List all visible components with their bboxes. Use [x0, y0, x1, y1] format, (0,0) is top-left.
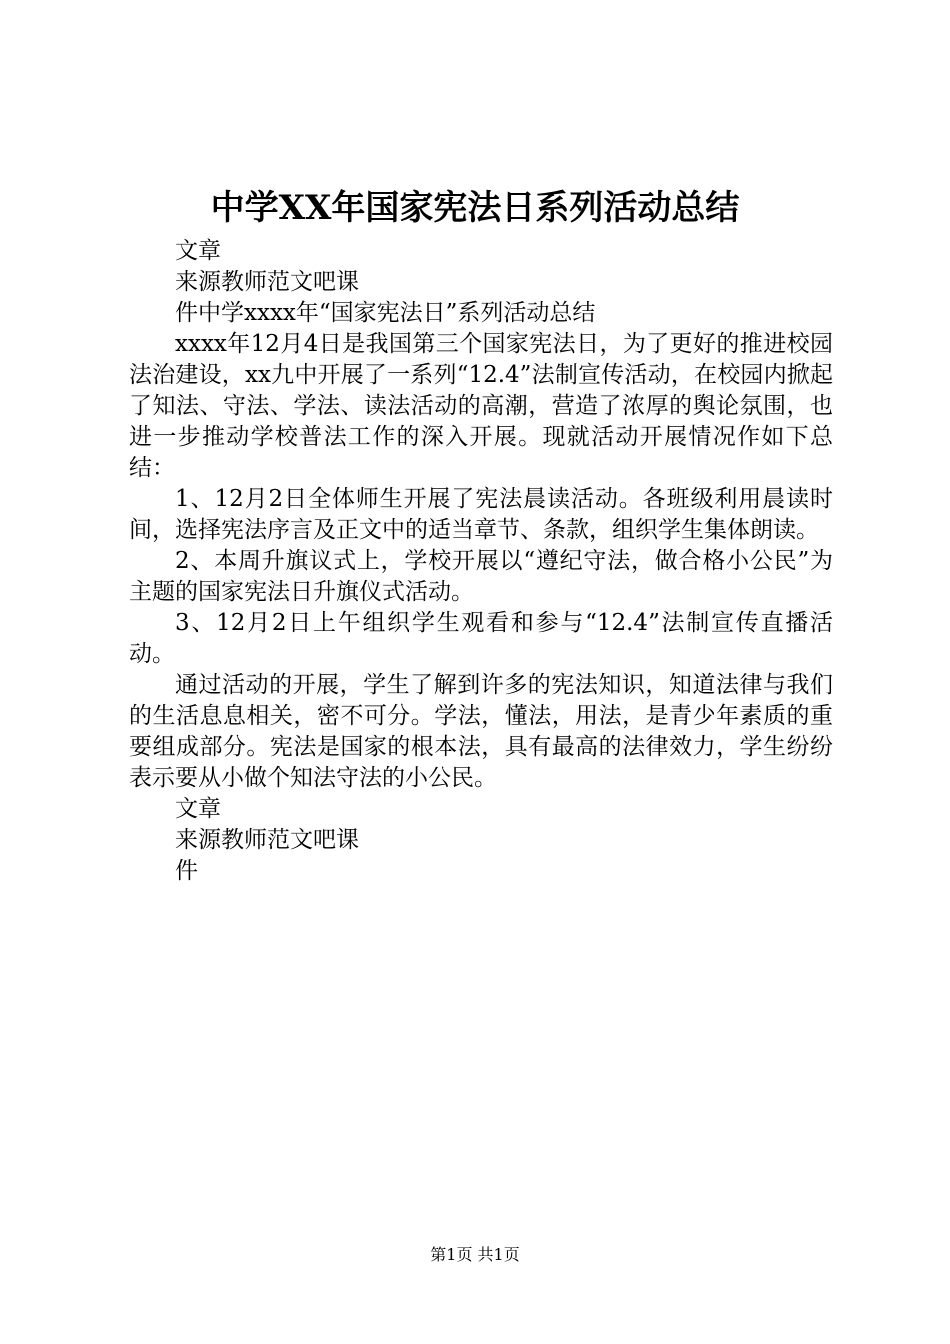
page-number: 第1页 共1页 [430, 1245, 520, 1264]
paragraph: 通过活动的开展，学生了解到许多的宪法知识，知道法律与我们的生活息息相关，密不可分。学法，懂法，用法，是青少年素质的重要组成部分。宪法是国家的根本法，具有最高的法律效力，学生纷纷表示要从小做个知法守法的小公民。 [129, 672, 833, 791]
document-title: 中学XX年国家宪法日系列活动总结 [210, 188, 740, 228]
paragraph: 文章 [175, 238, 221, 264]
paragraph: 来源教师范文吧课 [175, 269, 359, 295]
paragraph: 件 [175, 858, 198, 884]
paragraph: xxxx年12月4日是我国第三个国家宪法日，为了更好的推进校园法治建设，xx九中开展了一系列“12.4”法制宣传活动，在校园内掀起了知法、守法、学法、读法活动的高潮，营造了浓厚的舆论氛围，也进一步推动学校普法工作的深入开展。现就活动开展情况作如下总结： [129, 331, 833, 481]
paragraph: 文章 [175, 796, 221, 822]
paragraph: 来源教师范文吧课 [175, 827, 359, 853]
paragraph: 件中学xxxx年“国家宪法日”系列活动总结 [175, 300, 596, 326]
paragraph: 1、12月2日全体师生开展了宪法晨读活动。各班级利用晨读时间，选择宪法序言及正文中的适当章节、条款，组织学生集体朗读。 [129, 486, 833, 543]
paragraph: 3、12月2日上午组织学生观看和参与“12.4”法制宣传直播活动。 [129, 610, 833, 667]
document-body [129, 236, 833, 887]
paragraph: 2、本周升旗议式上，学校开展以“遵纪守法，做合格小公民”为主题的国家宪法日升旗仪式活动。 [129, 548, 833, 605]
